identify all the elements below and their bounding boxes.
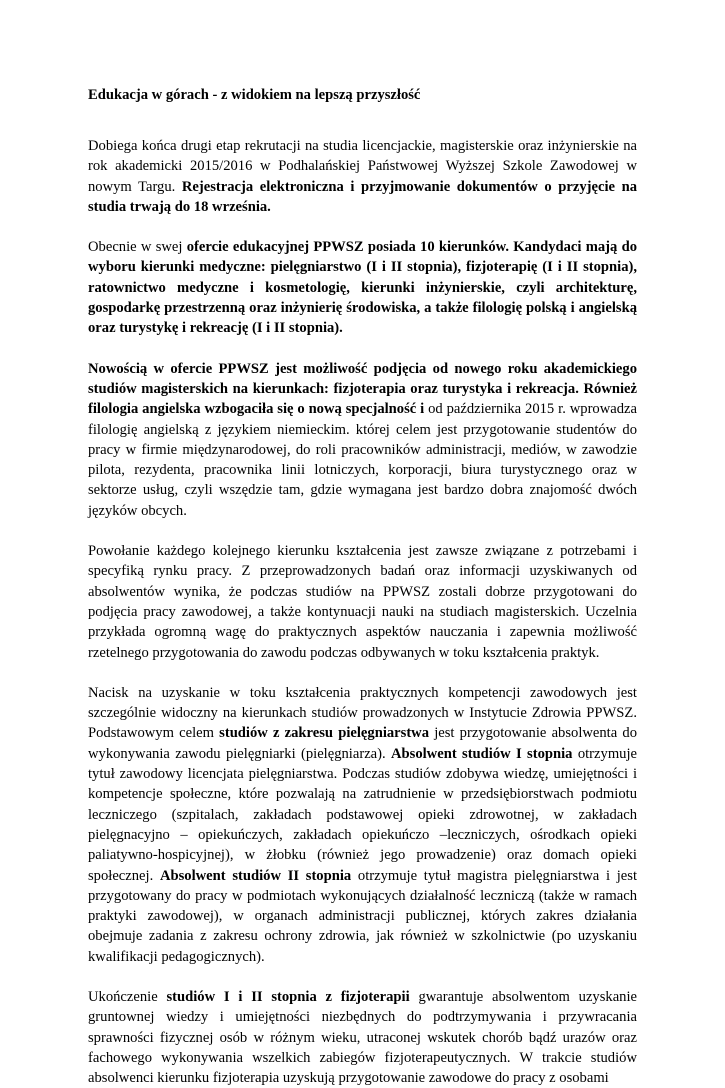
paragraph-labor-market: [88, 541, 637, 663]
text-run: jest przygotowanie absolwenta do wykonywania zawodu pielęgniarki (pielęgniarza).: [88, 725, 637, 762]
paragraph-offer: [88, 237, 637, 338]
text-run: Obecnie w swej: [88, 239, 187, 256]
paragraph-nursing: [88, 683, 637, 967]
text-run: otrzymuje tytuł magistra pielęgniarstwa i jest przygotowany do pracy w podmiotach wykonujących działalność leczniczą (także w ramach praktyki zawodowej), w organach administracji publicznej, których zakres działania obejmuje zadania z zakresu ochrony zdrowia, jak również w szkolnictwie (po uzyskaniu kwalifikacji pedagogicznych).: [88, 867, 637, 965]
paragraph-physiotherapy: [88, 987, 637, 1088]
text-run-bold: studiów z zakresu pielęgniarstwa: [219, 725, 430, 742]
text-run: Nacisk na uzyskanie w toku kształcenia praktycznych kompetencji zawodowych jest szczególnie widoczny na kierunkach studiów prowadzonych w Instytucie Zdrowia PPWSZ. Podstawowym celem: [88, 684, 637, 742]
text-run: Ukończenie: [88, 988, 167, 1005]
text-run-bold: Absolwent studiów II stopnia: [159, 867, 352, 884]
text-run: od października 2015 r. wprowadza filologię angielską z językiem niemieckim. której celem jest przygotowanie studentów do pracy w firmie międzynarodowej, do roli pracowników administracji, mediów, w zawodzie pilota, rezydenta, pracownika linii lotniczych, korporacji, biura turystycznego oraz w sektorze usług, czyli wszędzie tam, gdzie wymagana jest bardzo dobra znajomość dwóch języków obcych.: [88, 401, 637, 519]
text-run: Dobiega końca drugi etap rekrutacji na studia licencjackie, magisterskie oraz inżynierskie na rok akademicki 2015/2016 w Podhalańskiej Państwowej Wyższej Szkole Zawodowej w nowym Targu.: [88, 138, 637, 195]
text-run: Powołanie każdego kolejnego kierunku kształcenia jest zawsze związane z potrzebami i specyfiką rynku pracy. Z przeprowadzonych badań oraz informacji uzyskiwanych od absolwentów wynika, że podczas studiów na PPWSZ zostali dobrze przygotowani do podjęcia pracy zawodowej, a także kontynuacji nauki na studiach magisterskich. Uczelnia przykłada ogromną wagę do praktycznych aspektów nauczania i zapewnia możliwość rzetelnego przygotowania do zawodu podczas odbywanych w toku kształcenia praktyk.: [88, 543, 637, 661]
text-run-bold: studiów I i II stopnia z fizjoterapii: [166, 988, 410, 1005]
text-run: gwarantuje absolwentom uzyskanie gruntownej wiedzy i umiejętności niezbędnych do podtrzymywania i przywracania sprawności fizycznej osób w różnym wieku, utraconej wskutek chorób bądź urazów oraz fachowego wykonywania wszelkich zabiegów fizjoterapeutycznych. W trakcie studiów absolwenci kierunku fizjoterapia uzyskują przygotowanie zawodowe do pracy z osobami: [88, 988, 638, 1087]
text-run: otrzymuje tytuł zawodowy licencjata pielęgniarstwa. Podczas studiów zdobywa wiedzę, umiejętności i kompetencje społeczne, które pozwalają na zatrudnienie w przedsiębiorstwach podmiotu leczniczego (szpitalach, zakładach podstawowej opieki zdrowotnej, w zakładach pielęgnacyjno – opiekuńczych, zakładach opiekuńczo –leczniczych, ośrodkach opieki paliatywno-hospicyjnej), w żłobku (również jego prowadzenie) oraz domach opieki społecznej.: [88, 745, 637, 884]
document-title: Edukacja w górach - z widokiem na lepszą przyszłość: [88, 87, 421, 103]
paragraph-novelty: [88, 359, 637, 521]
text-run-bold: ofercie edukacyjnej PPWSZ posiada 10 kierunków. Kandydaci mają do wyboru kierunki medyczne: pielęgniarstwo (I i II stopnia), fizjoterapię (I i II stopnia), ratownictwo medyczne i kosmetologię, kierunki inżynierskie, czyli architekturę, gospodarkę przestrzenną oraz inżynierię środowiska, a także filologię polską i angielską oraz turystykę i rekreację (I i II stopnia).: [88, 239, 638, 337]
text-run-bold: Nowością w ofercie PPWSZ jest możliwość podjęcia od nowego roku akademickiego studiów magisterskich na kierunkach: fizjoterapia oraz turystyka i rekreacja. Również filologia angielska wzbogaciła się o nową specjalność i: [88, 360, 637, 418]
text-run-bold: Rejestracja elektroniczna i przyjmowanie dokumentów o przyjęcie na studia trwają do 18 września.: [88, 178, 637, 215]
paragraph-recruitment: [88, 136, 637, 217]
text-run-bold: Absolwent studiów I stopnia: [391, 745, 573, 762]
